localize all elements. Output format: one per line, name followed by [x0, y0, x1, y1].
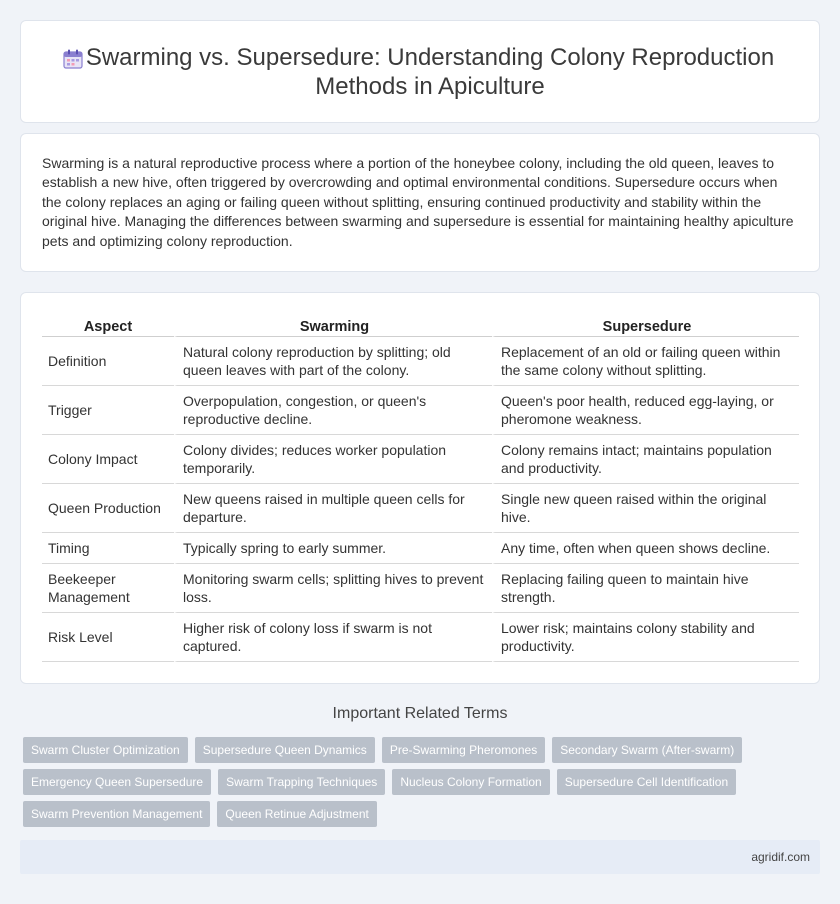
table-row	[42, 337, 799, 386]
related-term-tag[interactable]: Nucleus Colony Formation	[392, 769, 549, 795]
column-header-aspect: Aspect	[42, 316, 174, 337]
table-row	[42, 533, 799, 564]
table-row	[42, 435, 799, 484]
swarming-cell: Higher risk of colony loss if swarm is not captured.	[174, 613, 492, 662]
swarming-cell: Natural colony reproduction by splitting; old queen leaves with part of the colony.	[174, 337, 492, 386]
aspect-cell: Colony Impact	[42, 435, 174, 484]
comparison-table	[42, 316, 799, 662]
aspect-cell: Definition	[42, 337, 174, 386]
aspect-cell: Risk Level	[42, 613, 174, 662]
comparison-table-card	[20, 292, 820, 684]
related-term-tag[interactable]: Pre-Swarming Pheromones	[382, 737, 545, 763]
aspect-cell: Trigger	[42, 386, 174, 435]
column-header-swarming: Swarming	[174, 316, 492, 337]
related-term-tag[interactable]: Swarm Trapping Techniques	[218, 769, 385, 795]
supersedure-cell: Replacement of an old or failing queen within the same colony without splitting.	[492, 337, 799, 386]
supersedure-cell: Colony remains intact; maintains population and productivity.	[492, 435, 799, 484]
supersedure-cell: Lower risk; maintains colony stability and productivity.	[492, 613, 799, 662]
table-row	[42, 564, 799, 613]
table-row	[42, 484, 799, 533]
aspect-cell: Timing	[42, 533, 174, 564]
supersedure-cell: Any time, often when queen shows decline.	[492, 533, 799, 564]
intro-card	[20, 133, 820, 272]
aspect-cell: Queen Production	[42, 484, 174, 533]
related-term-tag[interactable]: Supersedure Cell Identification	[557, 769, 736, 795]
related-terms-list	[23, 737, 803, 827]
swarming-cell: Typically spring to early summer.	[174, 533, 492, 564]
swarming-cell: New queens raised in multiple queen cells for departure.	[174, 484, 492, 533]
supersedure-cell: Queen's poor health, reduced egg-laying, or pheromone weakness.	[492, 386, 799, 435]
related-term-tag[interactable]: Swarm Prevention Management	[23, 801, 210, 827]
table-row	[42, 386, 799, 435]
related-term-tag[interactable]: Supersedure Queen Dynamics	[195, 737, 375, 763]
table-row	[42, 613, 799, 662]
aspect-cell: Beekeeper Management	[42, 564, 174, 613]
table-header-row	[42, 316, 799, 337]
related-term-tag[interactable]: Secondary Swarm (After-swarm)	[552, 737, 742, 763]
related-term-tag[interactable]: Queen Retinue Adjustment	[217, 801, 376, 827]
related-terms-heading: Important Related Terms	[332, 705, 508, 722]
supersedure-cell: Single new queen raised within the original hive.	[492, 484, 799, 533]
swarming-cell: Colony divides; reduces worker population temporarily.	[174, 435, 492, 484]
header-card	[20, 20, 820, 123]
related-term-tag[interactable]: Emergency Queen Supersedure	[23, 769, 211, 795]
supersedure-cell: Replacing failing queen to maintain hive strength.	[492, 564, 799, 613]
intro-paragraph: Swarming is a natural reproductive process where a portion of the honeybee colony, including the old queen, leaves to establish a new hive, often triggered by overcrowding and optimal environmental conditions. Supersedure occurs when the colony replaces an aging or failing queen without splitting, ensuring continued productivity and stability within the original hive. Managing the differences between swarming and supersedure is essential for maintaining healthy apiculture pets and optimizing colony reproduction.	[42, 155, 794, 249]
related-term-tag[interactable]: Swarm Cluster Optimization	[23, 737, 188, 763]
page-title: Swarming vs. Supersedure: Understanding Colony Reproduction Methods in Apiculture	[85, 44, 775, 100]
footer-bar	[20, 840, 820, 874]
column-header-supersedure: Supersedure	[492, 316, 799, 337]
footer-site-link[interactable]: agridif.com	[751, 850, 810, 864]
swarming-cell: Monitoring swarm cells; splitting hives to prevent loss.	[174, 564, 492, 613]
swarming-cell: Overpopulation, congestion, or queen's reproductive decline.	[174, 386, 492, 435]
